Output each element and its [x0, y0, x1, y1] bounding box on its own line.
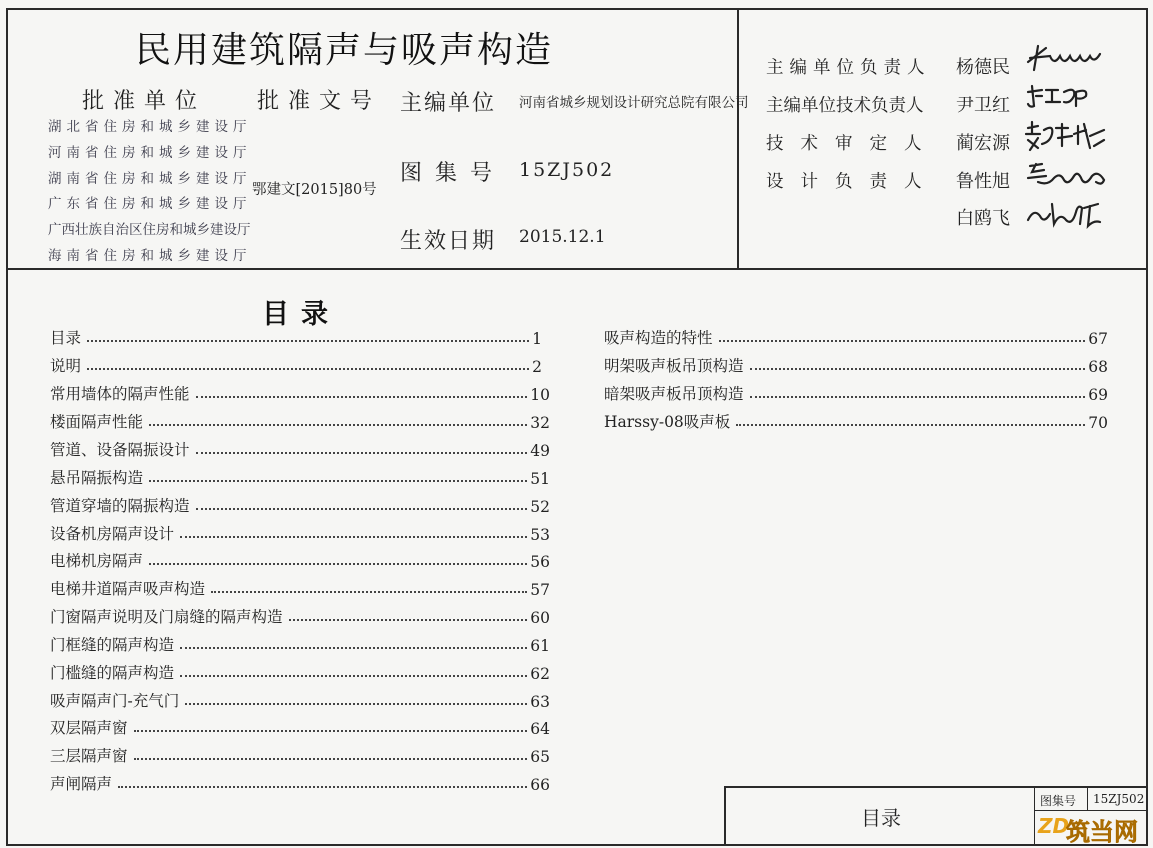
effective-date-label: 生效日期	[400, 229, 497, 254]
person-name: 蔺宏源	[956, 133, 1010, 154]
toc-entry[interactable]	[50, 770, 550, 794]
effective-date: 2015.12.1	[519, 227, 606, 247]
toc-entry[interactable]	[604, 380, 1108, 404]
toc-entry[interactable]	[50, 631, 550, 655]
atlas-number: 15ZJ502	[519, 159, 615, 181]
signature-icon	[1024, 82, 1104, 112]
person-name: 杨德民	[956, 57, 1010, 78]
toc-entry-title: 常用墙体的隔声性能	[50, 385, 190, 403]
toc-entry-page: 66	[530, 776, 550, 794]
toc-entry-title: Harssy-08吸声板	[604, 413, 731, 431]
toc-entry[interactable]	[50, 520, 550, 544]
watermark-logo	[1034, 812, 1148, 846]
toc-entry-title: 电梯机房隔声	[50, 552, 144, 570]
toc-entry-title: 门框缝的隔声构造	[50, 636, 175, 654]
toc-leader	[736, 424, 1085, 426]
approval-unit: 湖北省住房和城乡建设厅	[48, 119, 252, 135]
toc-entry-page: 61	[530, 637, 550, 655]
watermark-text: 筑当网	[1066, 818, 1138, 846]
toc-entry-title: 门槛缝的隔声构造	[50, 664, 175, 682]
approval-doc-label: 批准文号	[257, 89, 382, 114]
toc-leader	[289, 619, 528, 621]
toc-entry-page: 2	[532, 358, 542, 376]
toc-entry-title: 目录	[50, 329, 82, 347]
toc-leader	[185, 703, 527, 705]
toc-entry[interactable]	[50, 464, 550, 488]
toc-entry-page: 68	[1088, 358, 1108, 376]
toc-entry-title: 暗架吸声板吊顶构造	[604, 385, 744, 403]
toc-entry-title: 门窗隔声说明及门扇缝的隔声构造	[50, 608, 283, 626]
footer-title: 目录	[861, 806, 901, 830]
toc-entry-page: 49	[530, 442, 550, 460]
toc-entry-page: 56	[530, 553, 550, 571]
toc-entry[interactable]	[50, 575, 550, 599]
toc-leader	[180, 675, 527, 677]
toc-entry[interactable]	[50, 380, 550, 404]
toc-entry-title: 吸声构造的特性	[604, 329, 713, 347]
role-chief-tech: 主编单位技术负责人	[766, 96, 924, 116]
watermark-logo-mark: ZD	[1038, 814, 1070, 838]
toc-entry-page: 51	[530, 470, 550, 488]
toc-entry[interactable]	[50, 436, 550, 460]
toc-entry-page: 63	[530, 693, 550, 711]
approval-unit: 湖南省住房和城乡建设厅	[48, 171, 252, 187]
person-name: 鲁性旭	[956, 171, 1010, 192]
toc-leader	[87, 368, 529, 370]
toc-leader	[750, 368, 1086, 370]
toc-entry-page: 1	[532, 330, 542, 348]
toc-leader	[196, 396, 528, 398]
toc-entry[interactable]	[50, 324, 542, 348]
signature-icon	[1024, 40, 1104, 76]
role-chief-unit: 主编单位负责人	[766, 58, 931, 78]
toc-entry-title: 三层隔声窗	[50, 747, 128, 765]
toc-entry[interactable]	[50, 742, 550, 766]
toc-entry[interactable]	[50, 603, 550, 627]
header-vertical-divider	[737, 8, 739, 270]
person-name: 白鸥飞	[956, 208, 1010, 229]
editor-unit-label: 主编单位	[400, 91, 497, 116]
toc-leader	[134, 730, 528, 732]
toc-entry[interactable]	[50, 714, 550, 738]
toc-entry[interactable]	[604, 324, 1108, 348]
toc-leader	[196, 452, 528, 454]
toc-entry-title: 管道穿墙的隔振构造	[50, 497, 190, 515]
toc-entry-page: 52	[530, 498, 550, 516]
toc-leader	[149, 480, 527, 482]
approval-unit-label: 批准单位	[82, 89, 207, 114]
toc-entry-page: 62	[530, 665, 550, 683]
editor-unit-name: 河南省城乡规划设计研究总院有限公司	[519, 95, 749, 111]
toc-entry[interactable]	[50, 408, 550, 432]
atlas-number-label: 图集号	[400, 161, 506, 186]
toc-leader	[196, 508, 528, 510]
footer-row-divider	[1034, 810, 1148, 811]
footer-atlas-number: 15ZJ502	[1093, 792, 1145, 806]
toc-entry-title: 双层隔声窗	[50, 719, 128, 737]
toc-entry-title: 电梯井道隔声吸声构造	[50, 580, 206, 598]
signature-icon	[1024, 120, 1108, 154]
footer-cell-divider	[1087, 786, 1088, 810]
toc-leader	[719, 340, 1086, 342]
toc-entry-page: 53	[530, 526, 550, 544]
toc-entry-page: 10	[530, 386, 550, 404]
document-title: 民用建筑隔声与吸声构造	[135, 30, 554, 71]
approval-unit: 广东省住房和城乡建设厅	[48, 196, 252, 212]
toc-entry-title: 设备机房隔声设计	[50, 525, 175, 543]
toc-leader	[211, 591, 527, 593]
footer-atlas-label: 图集号	[1040, 794, 1077, 808]
toc-leader	[87, 340, 529, 342]
approval-unit: 河南省住房和城乡建设厅	[48, 145, 252, 161]
toc-leader	[750, 396, 1086, 398]
signature-icon	[1024, 198, 1104, 230]
toc-leader	[118, 786, 527, 788]
role-design-lead: 设计负责人	[766, 172, 939, 192]
toc-leader	[149, 563, 527, 565]
toc-entry[interactable]	[604, 352, 1108, 376]
toc-entry-title: 楼面隔声性能	[50, 413, 144, 431]
toc-entry-page: 67	[1088, 330, 1108, 348]
toc-entry-page: 69	[1088, 386, 1108, 404]
header-divider	[6, 268, 1148, 270]
toc-entry-title: 说明	[50, 357, 82, 375]
toc-entry-page: 57	[530, 581, 550, 599]
toc-entry[interactable]	[50, 352, 542, 376]
toc-entry-page: 65	[530, 748, 550, 766]
approval-unit: 海南省住房和城乡建设厅	[48, 248, 252, 264]
toc-entry[interactable]	[50, 687, 550, 711]
toc-entry-page: 60	[530, 609, 550, 627]
toc-entry-title: 声闸隔声	[50, 775, 113, 793]
toc-leader	[180, 536, 527, 538]
toc-entry-page: 32	[530, 414, 550, 432]
toc-entry-title: 悬吊隔振构造	[50, 469, 144, 487]
toc-entry-title: 管道、设备隔振设计	[50, 441, 190, 459]
toc-entry[interactable]	[50, 547, 550, 571]
toc-entry[interactable]	[50, 492, 550, 516]
signature-icon	[1024, 160, 1110, 190]
toc-entry[interactable]	[50, 659, 550, 683]
toc-leader	[149, 424, 527, 426]
toc-entry-page: 64	[530, 720, 550, 738]
role-tech-review: 技术审定人	[766, 134, 939, 154]
toc-entry[interactable]	[604, 408, 1108, 432]
toc-entry-page: 70	[1088, 414, 1108, 432]
toc-entry-title: 吸声隔声门-充气门	[50, 692, 180, 710]
toc-title: 目录	[262, 299, 340, 330]
person-name: 尹卫红	[956, 95, 1010, 116]
toc-leader	[134, 758, 528, 760]
approval-unit: 广西壮族自治区住房和城乡建设厅	[48, 222, 251, 238]
approval-doc-number: 鄂建文[2015]80号	[252, 182, 377, 198]
toc-entry-title: 明架吸声板吊顶构造	[604, 357, 744, 375]
toc-leader	[180, 647, 527, 649]
